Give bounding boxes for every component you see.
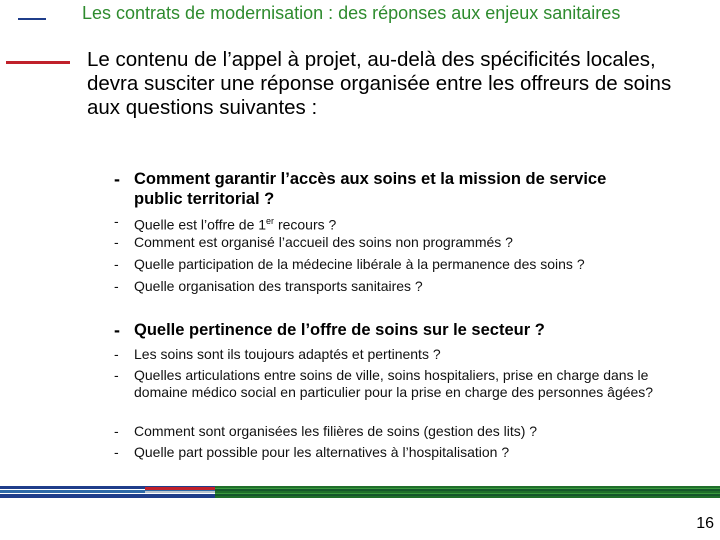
- section-1-question: [114, 169, 654, 209]
- dash-bullet: -: [114, 256, 119, 272]
- dash-bullet: -: [114, 234, 119, 250]
- item-text: Comment est organisé l’accueil des soins non programmés ?: [134, 234, 513, 250]
- item-text: Les soins sont ils toujours adaptés et pertinents ?: [134, 346, 441, 362]
- item-text: Quelles articulations entre soins de ville, soins hospitaliers, prise en charge dans le domaine médico social en particulier pour la prise en charge des personnes âgées?: [134, 367, 654, 400]
- footer-red-segment: [145, 487, 215, 490]
- item-text: Quelle part possible pour les alternatives à l’hospitalisation ?: [134, 444, 510, 460]
- list-item: [114, 278, 674, 295]
- question-text: Quelle pertinence de l’offre de soins sur le secteur ?: [134, 321, 545, 339]
- dash-bullet: -: [114, 423, 119, 439]
- top-accent-line: [18, 18, 46, 20]
- list-item: [114, 423, 674, 440]
- dash-bullet: -: [114, 346, 119, 362]
- dash-bullet: -: [114, 320, 120, 340]
- dash-bullet: -: [114, 213, 119, 229]
- dash-bullet: -: [114, 444, 119, 460]
- list-item: [114, 234, 674, 251]
- list-item: [114, 213, 674, 233]
- list-item: [114, 367, 654, 400]
- red-accent-line: [6, 61, 70, 64]
- item-text: Quelle est l’offre de 1er recours ?: [134, 216, 337, 233]
- list-item: [114, 256, 674, 273]
- footer-grey-segment: [145, 491, 215, 493]
- dash-bullet: -: [114, 169, 120, 189]
- item-text: Comment sont organisées les filières de soins (gestion des lits) ?: [134, 423, 538, 439]
- dash-bullet: -: [114, 367, 119, 383]
- section-2-question: [114, 320, 674, 340]
- page-number: 16: [696, 515, 714, 532]
- item-text: Quelle organisation des transports sanitaires ?: [134, 278, 423, 294]
- item-text: Quelle participation de la médecine libérale à la permanence des soins ?: [134, 256, 585, 272]
- slide-title: Les contrats de modernisation : des réponses aux enjeux sanitaires: [82, 3, 621, 23]
- list-item: [114, 444, 674, 461]
- dash-bullet: -: [114, 278, 119, 294]
- question-text: Comment garantir l’accès aux soins et la mission de service public territorial ?: [134, 170, 607, 208]
- intro-paragraph: Le contenu de l’appel à projet, au-delà des spécificités locales, devra susciter une réponse organisée entre les offreurs de soins aux questions suivantes :: [87, 48, 672, 119]
- list-item: [114, 346, 674, 363]
- footer-green-band: [215, 486, 720, 498]
